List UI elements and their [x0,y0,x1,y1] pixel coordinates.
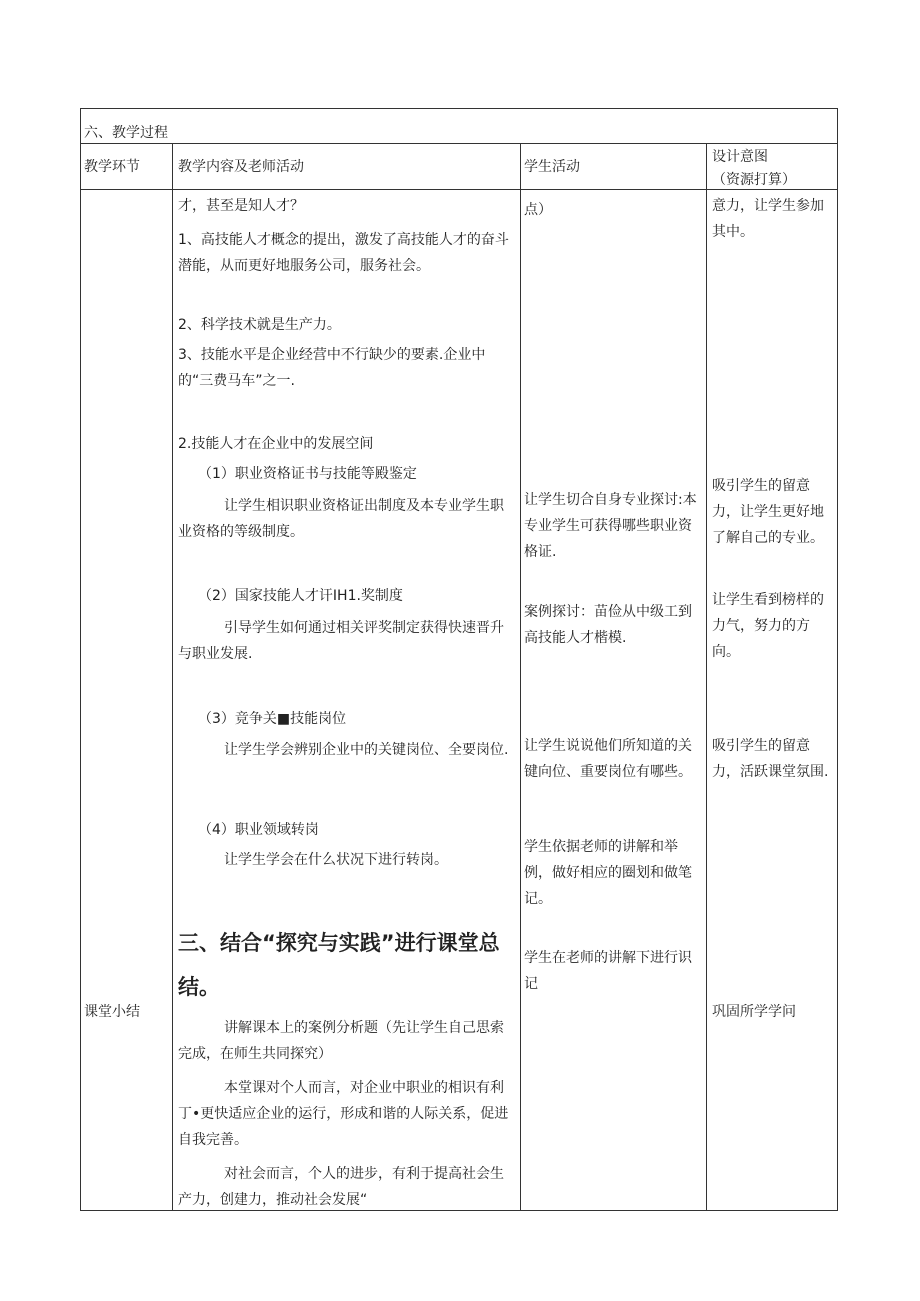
sub-4-body: 让学生学会在什么状况下进行转岗。 [224,852,448,868]
sub-1-title: （1）职业资格证书与技能等殿鉴定 [198,466,417,482]
sub-3-title: （3）竞争关■技能岗位 [198,711,347,727]
student-activity-3: 让学生说说他们所知道的关键向位、重要岗位有哪些。 [524,738,692,780]
student-activity-4: 学生依据老师的讲解和举例，做好相应的圈划和做笔记。 [524,839,692,907]
col-divider-2 [520,144,521,1210]
design-intent-0: 意力，让学生参加其中。 [712,198,824,240]
header-divider [81,189,837,190]
col-divider-1 [172,144,173,1210]
student-activity-2: 案例探讨：苗俭从中级工到高技能人才楷模. [524,604,692,646]
heading-summary: 三、结合“探究与实践”进行课堂总结。 [178,931,500,999]
design-intent-4: 巩固所学学问 [712,1004,796,1020]
student-activity-1: 让学生切合自身专业探讨:本专业学生可获得哪些职业资格证. [524,492,697,560]
design-intent-1: 吸引学生的留意力，让学生更好地了解自己的专业。 [712,478,824,546]
sub-3-body: 让学生学会辨别企业中的关键岗位、全要岗位. [224,742,509,758]
sub-2-title: （2）国家技能人才讦IH1.奖制度 [198,588,403,604]
section-title: 六、教学过程 [84,125,168,141]
col-divider-3 [706,144,707,1210]
title-divider [81,143,837,144]
sub-2-body: 引导学生如何通过相关评奖制定获得快速晋升与职业发展. [178,620,504,662]
header-student-activity: 学生活动 [524,159,580,175]
intro-line: 才，甚至是知人才？ [178,198,304,214]
point-2: 2、科学技术就是生产力。 [178,317,341,333]
point-3: 3、技能水平是企业经营中不行缺少的要素.企业中的“三费马车”之一. [178,347,486,389]
header-design-intent: 设计意图 [712,149,768,165]
header-teaching-stage: 教学环节 [84,159,140,175]
header-resource-prep: （资源打算） [712,172,796,188]
sub-4-title: （4）职业领域转岗 [198,822,319,838]
summary-para-2: 本堂课对个人而言，对企业中职业的相识有利丁•更快适应企业的运行，形成和谐的人际关系，促进自我完善。 [178,1080,509,1148]
student-activity-0: 点） [524,202,552,218]
design-intent-3: 吸引学生的留意力，活跃课堂氛围. [712,738,829,780]
design-intent-2: 让学生看到榜样的力气，努力的方向。 [712,592,824,660]
summary-para-3: 对社会而言，个人的进步，有利于提高社会生产力，创建力，推动社会发展“ [178,1166,504,1208]
sub-1-body: 让学生相识职业资格证出制度及本专业学生职业资格的等级制度。 [178,498,504,540]
point-1: 1、高技能人才概念的提出，激发了高技能人才的奋斗潜能，从而更好地服务公司，服务社会。 [178,232,509,274]
lesson-table [80,108,838,1211]
summary-para-1: 讲解课本上的案例分析题（先让学生自己思索完成，在师生共同探究） [178,1020,504,1062]
student-activity-5: 学生在老师的讲解下进行识记 [524,950,692,992]
heading-development-space: 2.技能人才在企业中的发展空间 [178,436,374,452]
summary-label: 课堂小结 [84,1004,140,1020]
header-content-activity: 教学内容及老师活动 [178,159,304,175]
